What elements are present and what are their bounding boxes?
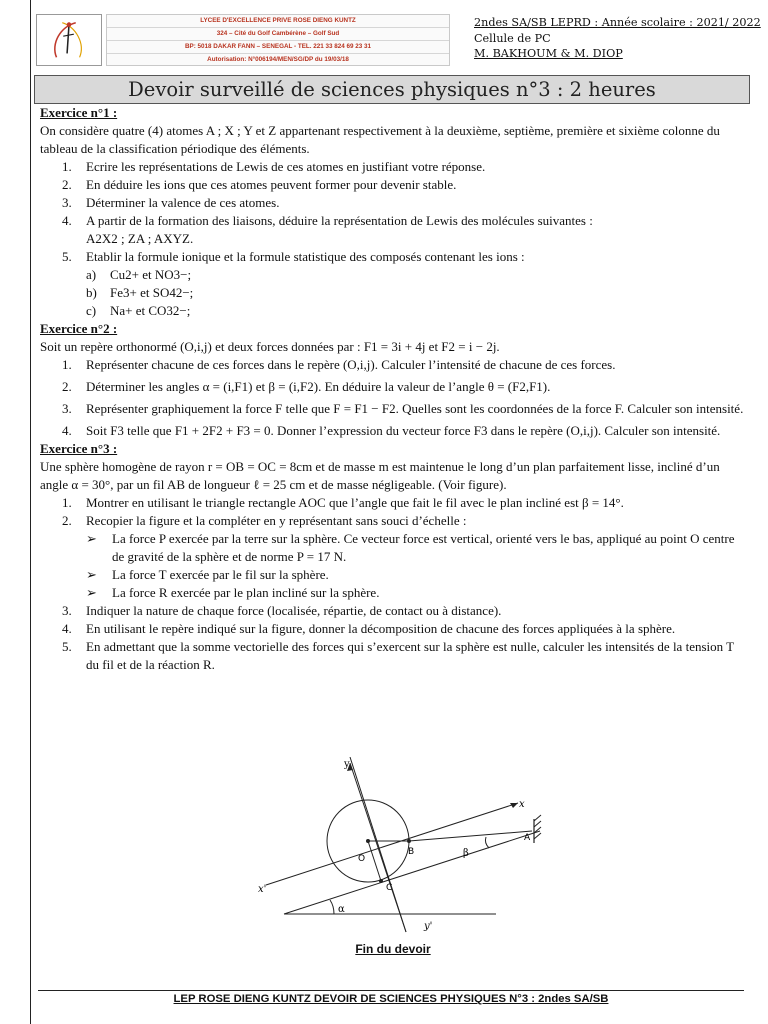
school-name: LYCEE D'EXCELLENCE PRIVE ROSE DIENG KUNTZ bbox=[107, 15, 449, 28]
exercise-1-questions bbox=[40, 158, 746, 266]
alpha-arc bbox=[330, 900, 334, 914]
school-address: 324 – Cité du Golf Cambérène – Golf Sud bbox=[107, 28, 449, 41]
ex3-question-5: 5. En admettant que la somme vectorielle des forces qui s’exercent sur la sphère est nulle, calculer les intensités de la tension T du fil et de la réaction R. bbox=[62, 639, 734, 672]
beta-arc bbox=[485, 837, 489, 848]
school-info-box bbox=[106, 14, 450, 66]
ex1-item-b: b) Fe3+ et SO42−; bbox=[86, 285, 194, 300]
ex3-question-2: 2. Recopier la figure et la compléter en y représentant sans souci d’échelle : bbox=[62, 513, 467, 528]
ex2-question-2: 2. Déterminer les angles α = (i,F1) et β = (i,F2). En déduire la valeur de l’angle θ = (F2,F1). bbox=[62, 379, 551, 394]
exercise-3-title: Exercice n°3 : bbox=[40, 441, 118, 456]
page-footer: LEP ROSE DIENG KUNTZ DEVOIR DE SCIENCES PHYSIQUES N°3 : 2ndes SA/SB bbox=[173, 993, 609, 1005]
y-axis-line bbox=[350, 763, 406, 932]
exercise-3-questions-cont bbox=[40, 602, 746, 674]
ex3-question-1: 1. Montrer en utilisant le triangle rectangle AOC que l’angle que fait le fil avec le plan incliné est β = 14°. bbox=[62, 495, 624, 510]
class-year-line: 2ndes SA/SB LEPRD : Année scolaire : 2021/ 2022 bbox=[474, 16, 761, 29]
cell-line: Cellule de PC bbox=[474, 31, 551, 45]
point-c bbox=[379, 879, 383, 883]
wall-hatch bbox=[534, 815, 541, 821]
ex1-question-4: 4. A partir de la formation des liaisons, déduire la représentation de Lewis des molécules suivantes : bbox=[62, 213, 593, 228]
exercise-2-title: Exercice n°2 : bbox=[40, 321, 118, 336]
exam-content bbox=[40, 104, 746, 674]
footer-rule bbox=[38, 990, 744, 991]
exercise-2-intro: Soit un repère orthonormé (O,i,j) et deux forces données par : F1 = 3i + 4j et F2 = i − 2j. bbox=[40, 339, 500, 354]
page-header bbox=[36, 12, 761, 70]
school-logo bbox=[36, 14, 102, 66]
label-c: C bbox=[386, 883, 393, 893]
exercise-1-title: Exercice n°1 : bbox=[40, 105, 118, 120]
exercise-2-questions bbox=[40, 356, 746, 440]
label-y-prime: y' bbox=[424, 921, 433, 932]
ex3-bullet-weight: ➢ La force P exercée par la terre sur la sphère. Ce vecteur force est vertical, orienté vers le bas, appliqué au point O centre de gravité de la sphère et de norme P = 17 N. bbox=[86, 531, 735, 564]
exercise-3-intro: Une sphère homogène de rayon r = OB = OC = 8cm et de masse m est maintenue le long d’un plan parfaitement lisse, incliné d’un angle α = 30°, par un fil AB de longueur ℓ = 25 cm et de masse négligeable. (Voir figure). bbox=[40, 459, 720, 492]
ex1-item-c: c) Na+ et CO32−; bbox=[86, 303, 191, 318]
label-b: B bbox=[408, 847, 415, 857]
ex2-question-3: 3. Représenter graphiquement la force F telle que F = F1 − F2. Quelles sont les coordonnées de la force F. Calculer son intensité. bbox=[62, 401, 744, 416]
ex1-item-a: a) Cu2+ et NO3−; bbox=[86, 267, 192, 282]
inclined-plane-figure bbox=[250, 757, 550, 935]
point-b bbox=[407, 839, 411, 843]
exercise-1-intro: On considère quatre (4) atomes A ; X ; Y et Z appartenant respectivement à la deuxième, septième, première et sixième colonne du tableau de la classification périodique des éléments. bbox=[40, 123, 720, 156]
ex3-question-4: 4. En utilisant le repère indiqué sur la figure, donner la décomposition de chacune des forces appliquées à la sphère. bbox=[62, 621, 676, 636]
label-alpha: α bbox=[338, 904, 345, 915]
page-title: Devoir surveillé de sciences physiques n°3 : 2 heures bbox=[34, 75, 750, 104]
label-y: y bbox=[344, 759, 350, 770]
teachers-line: M. BAKHOUM & M. DIOP bbox=[474, 47, 623, 60]
inclined-plane-line bbox=[284, 831, 540, 914]
label-x-prime: x' bbox=[258, 884, 267, 895]
ex3-bullet-tension: ➢ La force T exercée par le fil sur la sphère. bbox=[86, 567, 329, 582]
ex3-bullet-reaction: ➢ La force R exercée par le plan incliné sur la sphère. bbox=[86, 585, 380, 600]
label-o: O bbox=[358, 854, 366, 864]
label-beta: β bbox=[463, 848, 469, 859]
ex1-question-5: 5. Etablir la formule ionique et la formule statistique des composés contenant les ions : bbox=[62, 249, 525, 264]
figure-svg bbox=[250, 757, 550, 935]
ex1-question-3: 3. Déterminer la valence de ces atomes. bbox=[62, 195, 280, 210]
label-a: A bbox=[524, 833, 531, 843]
class-info bbox=[474, 15, 768, 62]
ex1-question-4-molecules: A2X2 ; ZA ; AXYZ. bbox=[86, 231, 194, 246]
left-margin-rule bbox=[30, 0, 31, 1024]
school-authorization: Autorisation: N°006194/MEN/SG/DP du 19/03/18 bbox=[207, 56, 349, 63]
ex2-question-4: 4. Soit F3 telle que F1 + 2F2 + F3 = 0. Donner l’expression du vecteur force F3 dans le repère (O,i,j). Calculer son intensité. bbox=[62, 423, 721, 438]
ex3-question-3: 3. Indiquer la nature de chaque force (localisée, répartie, de contact ou à distance). bbox=[62, 603, 502, 618]
label-x: x bbox=[519, 799, 525, 810]
x-axis bbox=[266, 803, 518, 885]
exercise-3-questions bbox=[40, 494, 746, 530]
point-o bbox=[366, 839, 370, 843]
end-of-exam: Fin du devoir bbox=[355, 942, 431, 956]
ex1-question-1: 1. Ecrire les représentations de Lewis de ces atomes en justifiant votre réponse. bbox=[62, 159, 486, 174]
ex1-question-2: 2. En déduire les ions que ces atomes peuvent former pour devenir stable. bbox=[62, 177, 457, 192]
ex2-question-1: 1. Représenter chacune de ces forces dans le repère (O,i,j). Calculer l’intensité de chacune de ces forces. bbox=[62, 357, 616, 372]
school-contact: BP: 5018 DAKAR FANN – SENEGAL - TEL. 221 33 824 69 23 31 bbox=[107, 41, 449, 54]
